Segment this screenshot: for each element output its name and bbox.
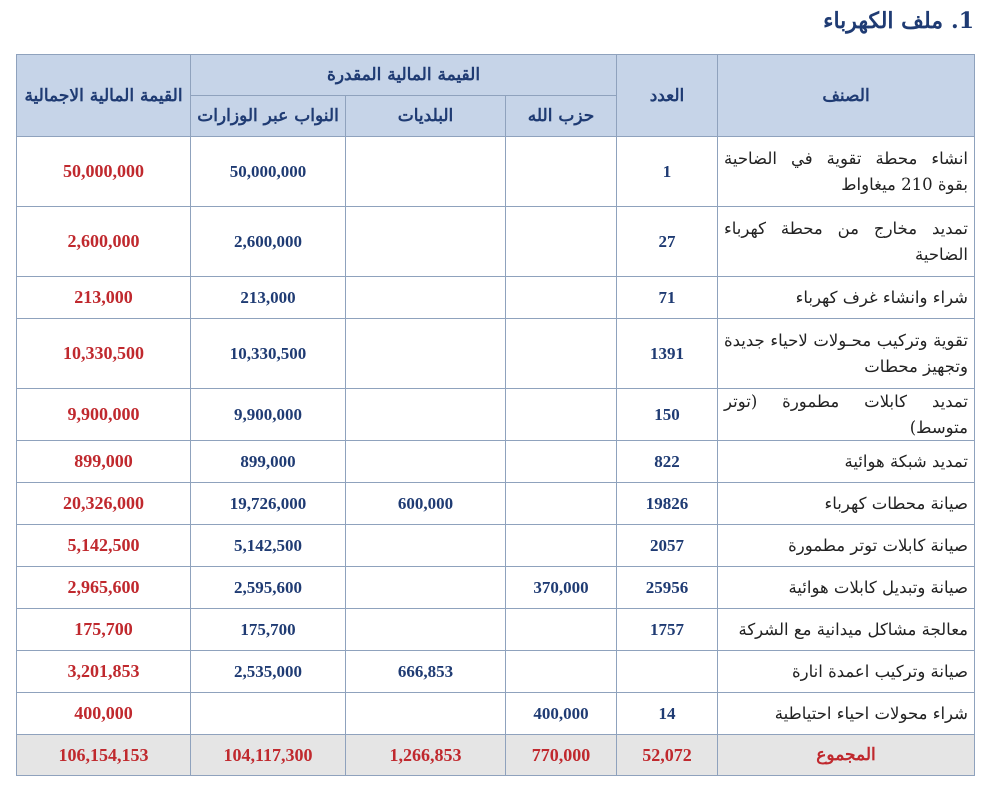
row-count: 150 [617, 389, 718, 441]
row-count: 27 [617, 207, 718, 277]
row-total: 400,000 [17, 693, 191, 735]
row-municipalities [346, 525, 506, 567]
header-category: الصنف [718, 55, 975, 137]
row-hezbollah: 400,000 [506, 693, 617, 735]
row-municipalities [346, 277, 506, 319]
table-row [17, 567, 975, 609]
row-total: 10,330,500 [17, 319, 191, 389]
row-total: 2,600,000 [17, 207, 191, 277]
row-count: 1391 [617, 319, 718, 389]
row-hezbollah [506, 319, 617, 389]
row-count: 1 [617, 137, 718, 207]
row-total: 3,201,853 [17, 651, 191, 693]
row-hezbollah [506, 277, 617, 319]
row-municipalities [346, 137, 506, 207]
row-count: 2057 [617, 525, 718, 567]
row-deputies: 9,900,000 [191, 389, 346, 441]
table-row [17, 609, 975, 651]
row-deputies: 175,700 [191, 609, 346, 651]
totals-label: المجموع [718, 735, 975, 776]
row-hezbollah [506, 441, 617, 483]
row-count: 14 [617, 693, 718, 735]
row-hezbollah [506, 651, 617, 693]
row-hezbollah [506, 609, 617, 651]
row-category: صيانة وتبديل كابلات هوائية [718, 567, 975, 609]
header-deputies: النواب عبر الوزارات [191, 96, 346, 137]
table-row [17, 319, 975, 389]
row-deputies: 899,000 [191, 441, 346, 483]
heading-number: 1. [951, 8, 974, 34]
row-category: انشاء محطة تقوية في الضاحية بقوة 210 ميغاواط [718, 137, 975, 207]
row-category: صيانة وتركيب اعمدة انارة [718, 651, 975, 693]
row-deputies: 19,726,000 [191, 483, 346, 525]
row-deputies: 10,330,500 [191, 319, 346, 389]
row-deputies: 2,535,000 [191, 651, 346, 693]
row-municipalities: 666,853 [346, 651, 506, 693]
row-count: 822 [617, 441, 718, 483]
row-count: 1757 [617, 609, 718, 651]
table-row [17, 525, 975, 567]
table-row [17, 389, 975, 441]
header-total-value: القيمة المالية الاجمالية [17, 55, 191, 137]
row-total: 20,326,000 [17, 483, 191, 525]
table-row [17, 483, 975, 525]
header-count: العدد [617, 55, 718, 137]
row-deputies [191, 693, 346, 735]
row-deputies: 213,000 [191, 277, 346, 319]
row-category: معالجة مشاكل ميدانية مع الشركة [718, 609, 975, 651]
row-municipalities [346, 441, 506, 483]
page-heading [823, 8, 974, 34]
electricity-table [16, 54, 975, 776]
row-hezbollah [506, 207, 617, 277]
row-hezbollah [506, 389, 617, 441]
row-category: تمديد شبكة هوائية [718, 441, 975, 483]
row-category: تمديد كابلات مطمورة (توتر متوسط) [718, 389, 975, 441]
row-category: شراء وانشاء غرف كهرباء [718, 277, 975, 319]
table-row [17, 651, 975, 693]
row-category: تمديد مخارج من محطة كهرباء الضاحية [718, 207, 975, 277]
totals-row [17, 735, 975, 776]
header-estimated-value: القيمة المالية المقدرة [191, 55, 617, 96]
table-row [17, 207, 975, 277]
totals-municipalities: 1,266,853 [346, 735, 506, 776]
row-hezbollah [506, 525, 617, 567]
row-total: 899,000 [17, 441, 191, 483]
row-municipalities [346, 389, 506, 441]
row-deputies: 5,142,500 [191, 525, 346, 567]
row-total: 50,000,000 [17, 137, 191, 207]
row-count: 25956 [617, 567, 718, 609]
row-municipalities: 600,000 [346, 483, 506, 525]
row-hezbollah: 370,000 [506, 567, 617, 609]
row-municipalities [346, 207, 506, 277]
row-total: 2,965,600 [17, 567, 191, 609]
row-deputies: 2,595,600 [191, 567, 346, 609]
row-total: 9,900,000 [17, 389, 191, 441]
header-municipalities: البلديات [346, 96, 506, 137]
totals-deputies: 104,117,300 [191, 735, 346, 776]
row-municipalities [346, 693, 506, 735]
totals-total: 106,154,153 [17, 735, 191, 776]
row-count [617, 651, 718, 693]
row-hezbollah [506, 137, 617, 207]
row-deputies: 50,000,000 [191, 137, 346, 207]
row-count: 19826 [617, 483, 718, 525]
row-category: شراء محولات احياء احتياطية [718, 693, 975, 735]
row-category: صيانة كابلات توتر مطمورة [718, 525, 975, 567]
table-row [17, 693, 975, 735]
table-row [17, 137, 975, 207]
row-total: 213,000 [17, 277, 191, 319]
row-municipalities [346, 609, 506, 651]
heading-title: ملف الكهرباء [823, 8, 944, 34]
row-total: 5,142,500 [17, 525, 191, 567]
row-count: 71 [617, 277, 718, 319]
row-municipalities [346, 319, 506, 389]
totals-count: 52,072 [617, 735, 718, 776]
row-category: تقوية وتركيب محـولات لاحياء جديدة وتجهيز محطات [718, 319, 975, 389]
row-category: صيانة محطات كهرباء [718, 483, 975, 525]
row-deputies: 2,600,000 [191, 207, 346, 277]
table-row [17, 441, 975, 483]
row-total: 175,700 [17, 609, 191, 651]
header-hezbollah: حزب الله [506, 96, 617, 137]
row-municipalities [346, 567, 506, 609]
totals-hezbollah: 770,000 [506, 735, 617, 776]
row-hezbollah [506, 483, 617, 525]
table-row [17, 277, 975, 319]
